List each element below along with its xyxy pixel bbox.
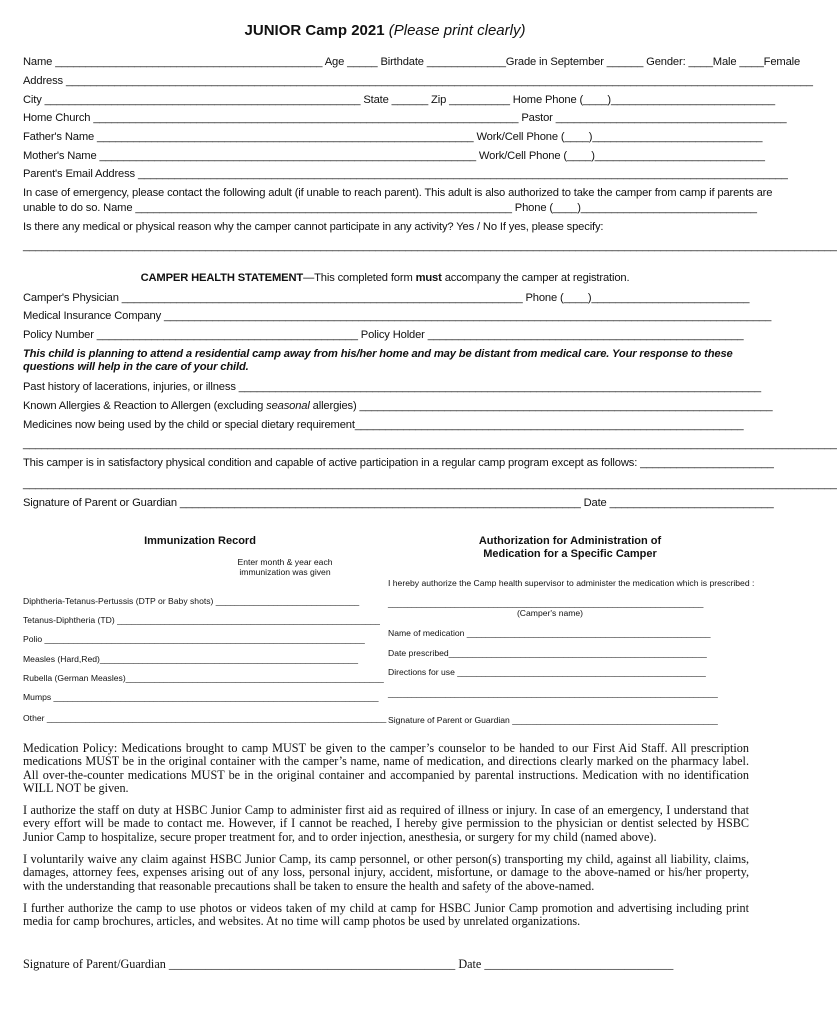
immunization-dtp[interactable]: Diphtheria-Tetanus-Pertussis (DTP or Baby shots) ______________________________ [23,596,360,606]
immunization-rubella[interactable]: Rubella (German Measles)______________________________________________________ [23,673,384,683]
physician-line[interactable]: Camper's Physician __________________________________________________________________ Phone (____)__________________________ [23,292,750,304]
allergies-line[interactable]: Known Allergies & Reaction to Allergen (excluding seasonal allergies) ____________________________________________________________________ [23,400,773,412]
medication-policy-paragraph: Medication Policy: Medications brought to camp MUST be given to the camper’s counselor to be handed to our First Aid Staff. All prescription medications MUST be in the original container with the camper’s name, name of medication, and directions clearly marked on the pharmacy label. All over-the-counter medications MUST be in the original container and accompanied by parental instructions. Medication with no identification WILL NOT be given. [23,741,749,796]
address-line[interactable]: Address ___________________________________________________________________________________________________________________________ [23,75,813,87]
immunization-measles[interactable]: Measles (Hard,Red)______________________________________________________ [23,654,358,664]
immunization-note-1: Enter month & year each [237,557,333,567]
policy-line[interactable]: Policy Number ___________________________________________ Policy Holder ____________________________________________________ [23,329,744,341]
final-signature-line[interactable]: Signature of Parent/Guardian _______________________________________________ Date _______________________________ [23,957,674,971]
physical-condition-blank-line[interactable]: ______________________________________________________________________________________________________________________________________ [23,478,837,490]
form-subtitle: (Please print clearly) [388,22,526,39]
directions-line[interactable]: Directions for use ____________________________________________________ [388,667,706,677]
authorization-intro: I hereby authorize the Camp health supervisor to administer the medication which is prescribed : [388,578,755,588]
lacerations-line[interactable]: Past history of lacerations, injuries, or illness ______________________________________________________________________________________ [23,381,761,393]
medicines-blank-line[interactable]: ______________________________________________________________________________________________________________________________________ [23,438,837,450]
immunization-polio[interactable]: Polio ___________________________________________________________________ [23,634,365,644]
authorization-title-1: Authorization for Administration of [478,535,662,547]
medical-reason-question: Is there any medical or physical reason why the camper cannot participate in any activity? Yes / No If yes, please specify: [23,221,604,233]
camper-name-line[interactable]: __________________________________________________________________ [388,598,704,608]
physical-condition-line[interactable]: This camper is in satisfactory physical condition and capable of active participation in a regular camp program except as follows: ______________________ [23,457,774,469]
emergency-contact-line[interactable]: unable to do so. Name ______________________________________________________________ Phone (____)_____________________________ [23,202,757,214]
health-statement-heading: CAMPER HEALTH STATEMENT—This completed form must accompany the camper at registration. [140,272,630,284]
insurance-line[interactable]: Medical Insurance Company ____________________________________________________________________________________________________ [23,310,772,322]
city-line[interactable]: City ____________________________________________________ State ______ Zip __________ Home Phone (____)___________________________ [23,94,775,106]
medication-name-line[interactable]: Name of medication ___________________________________________________ [388,628,711,638]
medicines-line[interactable]: Medicines now being used by the child or special dietary requirement________________________________________________________________ [23,419,744,431]
directions-blank-line[interactable]: _____________________________________________________________________ [388,688,718,698]
health-signature-line[interactable]: Signature of Parent or Guardian __________________________________________________________________ Date ___________________________ [23,497,774,509]
camper-name-caption: (Camper's name) [516,608,584,618]
photo-release-paragraph: I further authorize the camp to use photos or videos taken of my child at camp for HSBC Junior Camp promotion and advertising including print media for camp brochures, articles, and websites. At no time will camp photos be used by unrelated organizations. [23,901,749,929]
immunization-title: Immunization Record [144,535,256,547]
parent-email-line[interactable]: Parent's Email Address ___________________________________________________________________________________________________________ [23,168,788,180]
father-line[interactable]: Father's Name ______________________________________________________________ Work/Cell Phone (____)____________________________ [23,131,763,143]
date-prescribed-line[interactable]: Date prescribed______________________________________________________ [388,648,707,658]
emergency-text: In case of emergency, please contact the following adult (if unable to reach parent). This adult is also authorized to take the camper from camp if parents are [23,187,773,199]
authorization-title-2: Medication for a Specific Camper [483,548,657,560]
immunization-other[interactable]: Other _______________________________________________________________________ [23,713,387,723]
authorization-signature-line[interactable]: Signature of Parent or Guardian ___________________________________________ [388,715,718,725]
immunization-td[interactable]: Tetanus-Diphtheria (TD) _______________________________________________________ [23,615,380,625]
immunization-note-2: immunization was given [239,567,331,577]
name-age-line[interactable]: Name ____________________________________________ Age _____ Birthdate _____________Grade in September ______ Gender: ____Male ____Female [23,56,801,68]
medical-reason-line[interactable]: ______________________________________________________________________________________________________________________________________ [23,240,837,252]
home-church-line[interactable]: Home Church ______________________________________________________________________ Pastor ______________________________________ [23,112,787,124]
form-title: JUNIOR Camp 2021 (Please print clearly) [244,22,526,39]
immunization-mumps[interactable]: Mumps ____________________________________________________________________ [23,692,379,702]
waiver-paragraph: I voluntarily waive any claim against HSBC Junior Camp, its camp personnel, or other person(s) transporting my child, against all liability, claims, damages, attorney fees, expenses arising out of any loss, personal injury, accident, misfortune, or damage to the above-named or his/her property, with the understanding that reasonable precautions shall be taken to ensure the health and safety of the above-named. [23,852,749,893]
first-aid-paragraph: I authorize the staff on duty at HSBC Junior Camp to administer first aid as required of illness or injury. In case of an emergency, I understand that every effort will be made to contact me. However, if I cannot be reached, I hereby give permission to the physician or dentist selected by HSBC Junior Camp to hospitalize, secure proper treatment for, and to order injection, anesthesia, or surgery for my child (named above). [23,803,749,844]
residential-notice: This child is planning to attend a residential camp away from his/her home and may be distant from medical care. Your response to these questions will help in the care of your child. [23,348,733,373]
mother-line[interactable]: Mother's Name ______________________________________________________________ Work/Cell Phone (____)____________________________ [23,150,765,162]
